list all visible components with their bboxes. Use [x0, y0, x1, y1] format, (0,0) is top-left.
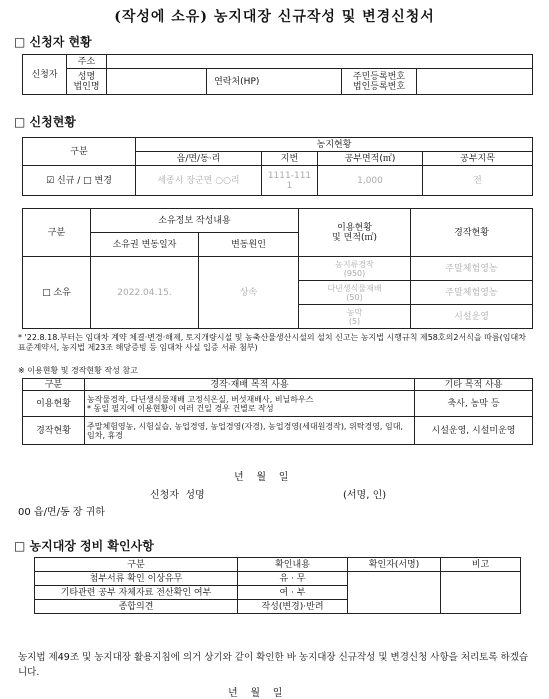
- farmland-table: [22, 137, 533, 196]
- area-value[interactable]: 1,000: [318, 166, 423, 196]
- request-section-heading: □ 신청현황: [14, 115, 76, 129]
- usage-item[interactable]: 다년생식물재배 (50): [299, 281, 411, 305]
- request-type-checkbox[interactable]: ☑ 신규 / □ 변경: [23, 166, 136, 196]
- ref-purpose-header: 경작·재배 목적 사용: [85, 379, 415, 391]
- usage-header: 이용현황 및 면적(㎡): [299, 209, 411, 257]
- confirm-row-label: 첨부서류 확인 이상유무: [35, 572, 238, 586]
- cultivation-item[interactable]: 주말체험영농: [411, 281, 533, 305]
- closing-date[interactable]: 년 월 일: [228, 688, 283, 699]
- recipient: 00 읍/면/동 장 귀하: [18, 507, 105, 518]
- confirm-row-label: 종합의견: [35, 600, 238, 614]
- landtype-header: 공부지목: [423, 152, 533, 166]
- footnote: * '22.8.18.부터는 임대차 계약 체결·변경·해제, 토지개량시설 및 농축산물생산시설의 설치 신고는 농지법 시행규칙 제58호의2서식을 따름(임대차 표준계약서, 농지법 제23조 해당증빙 등 임대차 사실 입증 서류 첨부): [18, 333, 526, 352]
- confirm-category-header: 구분: [35, 558, 238, 572]
- confirm-section-heading: □ 농지대장 정비 확인사항: [14, 539, 154, 553]
- confirm-confirmer-header: 확인자(서명): [348, 558, 441, 572]
- confirm-row-content[interactable]: 여 · 부: [238, 586, 348, 600]
- cultivation-item[interactable]: 시설운영: [411, 305, 533, 329]
- ref-other-header: 기타 목적 사용: [415, 379, 533, 391]
- ownership-table: [22, 208, 533, 329]
- change-reason-header: 변동원인: [199, 233, 299, 257]
- signature-date[interactable]: 년 월 일: [234, 472, 289, 483]
- ownership-checkbox[interactable]: □ 소유: [23, 257, 91, 329]
- town-value[interactable]: 세종시 장군면 ○○리: [136, 166, 262, 196]
- confirmer-signature-cell[interactable]: [348, 572, 441, 614]
- ownership-info-header: 소유정보 작성내용: [91, 209, 299, 233]
- request-category-header: 구분: [23, 138, 136, 166]
- applicant-section-heading: □ 신청자 현황: [14, 35, 92, 49]
- confirm-row-content[interactable]: 유 · 무: [238, 572, 348, 586]
- usage-item[interactable]: 농지류경작 (950): [299, 257, 411, 281]
- ref-cultivation-other: 시설운영, 시설미운영: [415, 417, 533, 445]
- name-label: 성명 법인명: [67, 69, 107, 95]
- confirm-row-content[interactable]: 작성(변경)·반려: [238, 600, 348, 614]
- usage-item[interactable]: 농막 (5): [299, 305, 411, 329]
- cultivation-header: 경작현황: [411, 209, 533, 257]
- ref-usage-label: 이용현황: [23, 391, 85, 417]
- confirm-table: [34, 557, 521, 614]
- applicant-label: 신청자: [23, 55, 67, 95]
- confirm-content-header: 확인내용: [238, 558, 348, 572]
- ownership-category-header: 구분: [23, 209, 91, 257]
- id-label: 주민등록번호 법인등록번호: [342, 69, 417, 95]
- reference-table: [22, 378, 533, 445]
- id-value[interactable]: [417, 69, 533, 95]
- ref-category-header: 구분: [23, 379, 85, 391]
- closing-text: 농지법 제49조 및 농지대장 활용지침에 의거 상기와 같이 확인한 바 농지대장 신규작성 및 변경신청 사항을 처리토록 하겠습니다.: [18, 652, 529, 678]
- change-reason-value[interactable]: 상속: [199, 257, 299, 329]
- ref-cultivation-purpose: 주말체험영농, 시험실습, 농업경영, 농업경영(자경), 농업경영(세대원경작), 위탁경영, 임대, 임차, 휴경: [85, 417, 415, 445]
- name-value[interactable]: [107, 69, 207, 95]
- lot-header: 지번: [262, 152, 318, 166]
- ref-usage-other: 축사, 농막 등: [415, 391, 533, 417]
- address-label: 주소: [67, 55, 107, 69]
- town-header: 읍/면/동·리: [136, 152, 262, 166]
- phone-value[interactable]: [267, 69, 342, 95]
- ref-usage-purpose: 농작물경작, 다년생식물재배 고정식온실, 버섯재배사, 비닐하우스 * 동일 필지에 이용현황이 여러 건일 경우 건별로 작성: [85, 391, 415, 417]
- address-value[interactable]: [107, 55, 533, 69]
- cultivation-item[interactable]: 주말체험영농: [411, 257, 533, 281]
- page-title: (작성에 소유) 농지대장 신규작성 및 변경신청서: [114, 9, 435, 25]
- landtype-value[interactable]: 전: [423, 166, 533, 196]
- applicant-name-label: 신청자 성명: [150, 490, 205, 501]
- farmland-status-header: 농지현황: [136, 138, 533, 152]
- signature-mark[interactable]: (서명, 인): [343, 490, 387, 501]
- change-date-header: 소유권 변동일자: [91, 233, 199, 257]
- confirm-row-label: 기타관련 공부 자체자료 전산확인 여부: [35, 586, 238, 600]
- confirm-note-header: 비고: [441, 558, 521, 572]
- ref-cultivation-label: 경작현황: [23, 417, 85, 445]
- reference-heading: ※ 이용현황 및 경작현황 작성 참고: [18, 366, 138, 375]
- change-date-value[interactable]: 2022.04.15.: [91, 257, 199, 329]
- applicant-table: [22, 54, 533, 95]
- lot-value[interactable]: 1111-111 1: [262, 166, 318, 196]
- area-header: 공부면적(㎡): [318, 152, 423, 166]
- confirm-note-cell[interactable]: [441, 572, 521, 614]
- phone-label: 연락처(HP): [207, 69, 267, 95]
